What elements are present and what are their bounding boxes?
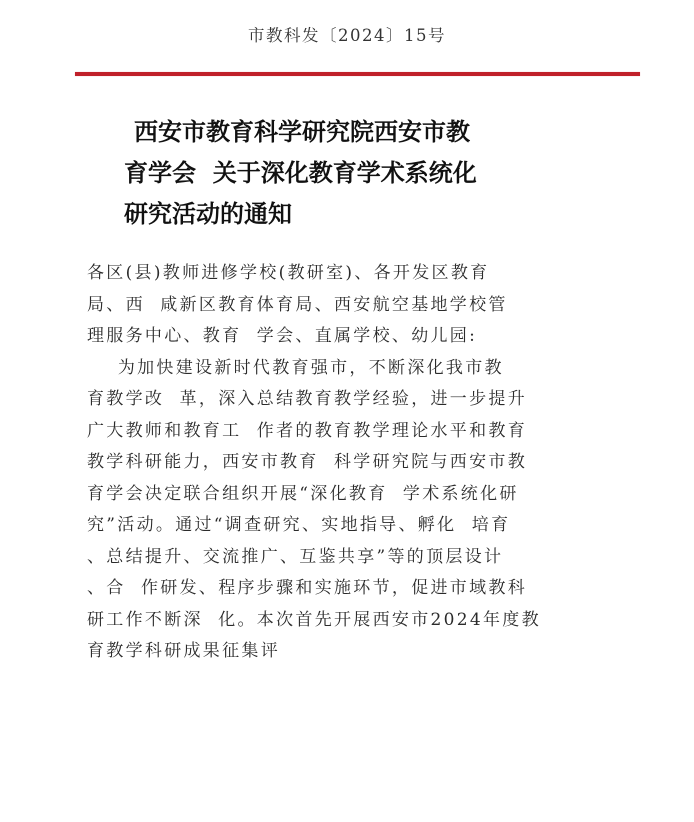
body-paragraph xyxy=(87,353,557,668)
paragraph-line: 育学会决定联合组织开展“深化教育 学术系统化研 xyxy=(87,483,519,504)
paragraph-line: 为加快建设新时代教育强市，不断深化我市教 xyxy=(87,357,504,378)
title-line: 西安市教育科学研究院西安市教 xyxy=(134,118,470,146)
paragraph-line: 、总结提升、交流推广、互鉴共享”等的顶层设计 xyxy=(87,546,504,567)
addressee-line: 局、西 咸新区教育体育局、西安航空基地学校管 xyxy=(87,294,508,315)
paragraph-line: 育教学科研成果征集评 xyxy=(87,641,280,661)
paragraph-line: 教学科研能力，西安市教育 科学研究院与西安市教 xyxy=(87,452,528,472)
document-body xyxy=(87,258,557,668)
title-line: 育学会 关于深化教育学术系统化 xyxy=(124,159,477,187)
document-number: 市教科发〔2024〕15号 xyxy=(248,26,446,45)
paragraph-line: 广大教师和教育工 作者的教育教学理论水平和教育 xyxy=(87,420,528,441)
red-header-rule xyxy=(75,72,640,76)
paragraph-line: 育教学改 革，深入总结教育教学经验，进一步提升 xyxy=(87,389,528,409)
paragraph-line: 、合 作研发、程序步骤和实施环节，促进市域教科 xyxy=(87,578,528,598)
paragraph-line: 研工作不断深 化。本次首先开展西安市2024年度教 xyxy=(87,609,541,630)
addressee-line: 理服务中心、教育 学会、直属学校、幼儿园: xyxy=(87,326,478,346)
addressee-block xyxy=(87,258,557,353)
paragraph-line: 究”活动。通过“调查研究、实地指导、孵化 培育 xyxy=(87,515,511,535)
addressee-line: 各区(县)教师进修学校(教研室)、各开发区教育 xyxy=(87,263,490,283)
title-line: 研究活动的通知 xyxy=(124,200,292,228)
document-title xyxy=(124,112,554,235)
